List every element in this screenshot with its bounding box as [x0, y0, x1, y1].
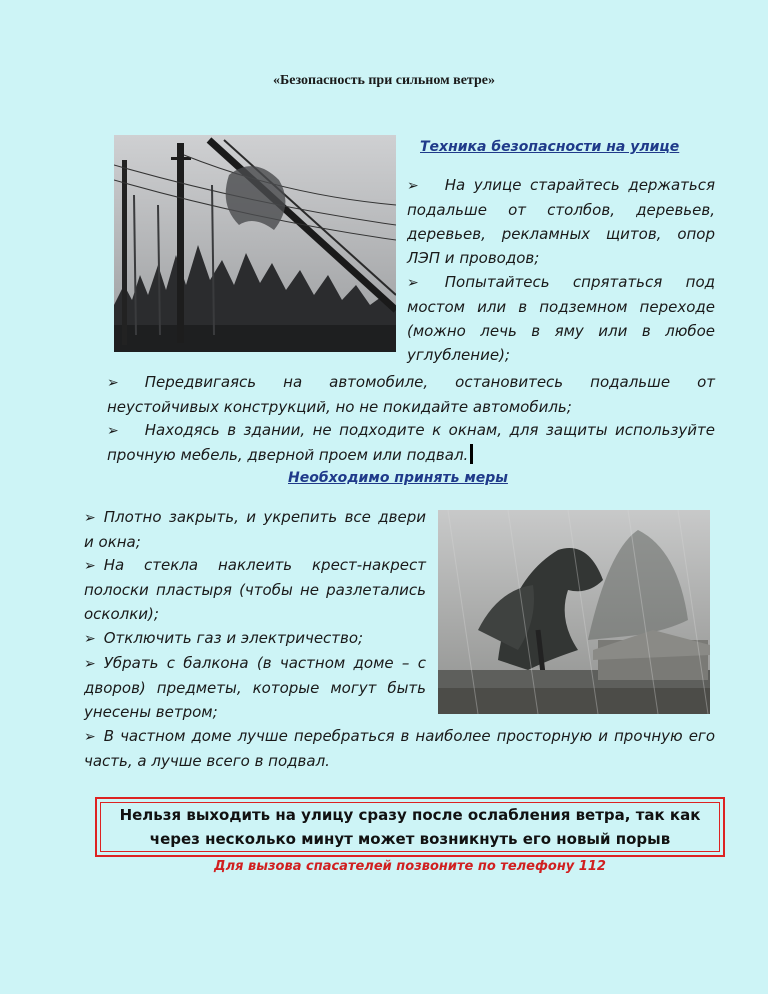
street-item-3: ➢ Передвигаясь на автомобиле, остановитесь подальше от неустойчивых конструкций, но не покидайте автомобиль; — [107, 373, 715, 416]
street-item-4: ➢ Находясь в здании, не подходите к окнам, для защиты используйте прочную мебель, дверной проем или подвал. — [107, 421, 715, 464]
arrow-bullet-icon: ➢ — [84, 631, 96, 647]
arrow-bullet-icon: ➢ — [107, 423, 119, 439]
photo-fallen-power-pole — [114, 135, 396, 352]
arrow-bullet-icon: ➢ — [84, 510, 96, 526]
arrow-bullet-icon: ➢ — [107, 375, 119, 391]
text-cursor — [470, 444, 473, 464]
arrow-bullet-icon: ➢ — [84, 558, 96, 574]
warning-box — [95, 797, 725, 857]
measures-item-1: ➢ Плотно закрыть, и укрепить все двери и окна; — [84, 508, 426, 551]
measures-item-5: ➢ В частном доме лучше перебраться в наиболее просторную и прочную его часть, а лучше всего в подвал. — [84, 727, 715, 770]
street-item-2: ➢ Попытайтесь спрятаться под мостом или в подземном переходе (можно лечь в яму или в любое углубление); — [407, 273, 715, 364]
page-title: «Безопасность при сильном ветре» — [273, 73, 495, 88]
measures-item-4: ➢ Убрать с балкона (в частном доме – с дворов) предметы, которые могут быть унесены ветром; — [84, 654, 426, 721]
street-item-1: ➢ На улице старайтесь держаться подальше от столбов, деревьев, деревьев, рекламных щитов, опор ЛЭП и проводов; — [407, 176, 715, 267]
arrow-bullet-icon: ➢ — [84, 656, 96, 672]
arrow-bullet-icon: ➢ — [407, 275, 419, 291]
measures-item-3: ➢ Отключить газ и электричество; — [84, 629, 364, 647]
arrow-bullet-icon: ➢ — [407, 178, 419, 194]
measures-item-2: ➢ На стекла наклеить крест-накрест полоски пластыря (чтобы не разлетались осколки); — [84, 556, 426, 623]
arrow-bullet-icon: ➢ — [84, 729, 96, 745]
photo-storm-trees — [438, 510, 710, 714]
street-safety-heading: Техника безопасности на улице — [420, 139, 680, 155]
warning-text: Нельзя выходить на улицу сразу после ослабления ветра, так как через несколько минут может возникнуть его новый порыв — [119, 806, 701, 848]
emergency-call-text: Для вызова спасателей позвоните по телефону 112 — [214, 859, 606, 874]
measures-heading: Необходимо принять меры — [288, 470, 508, 486]
